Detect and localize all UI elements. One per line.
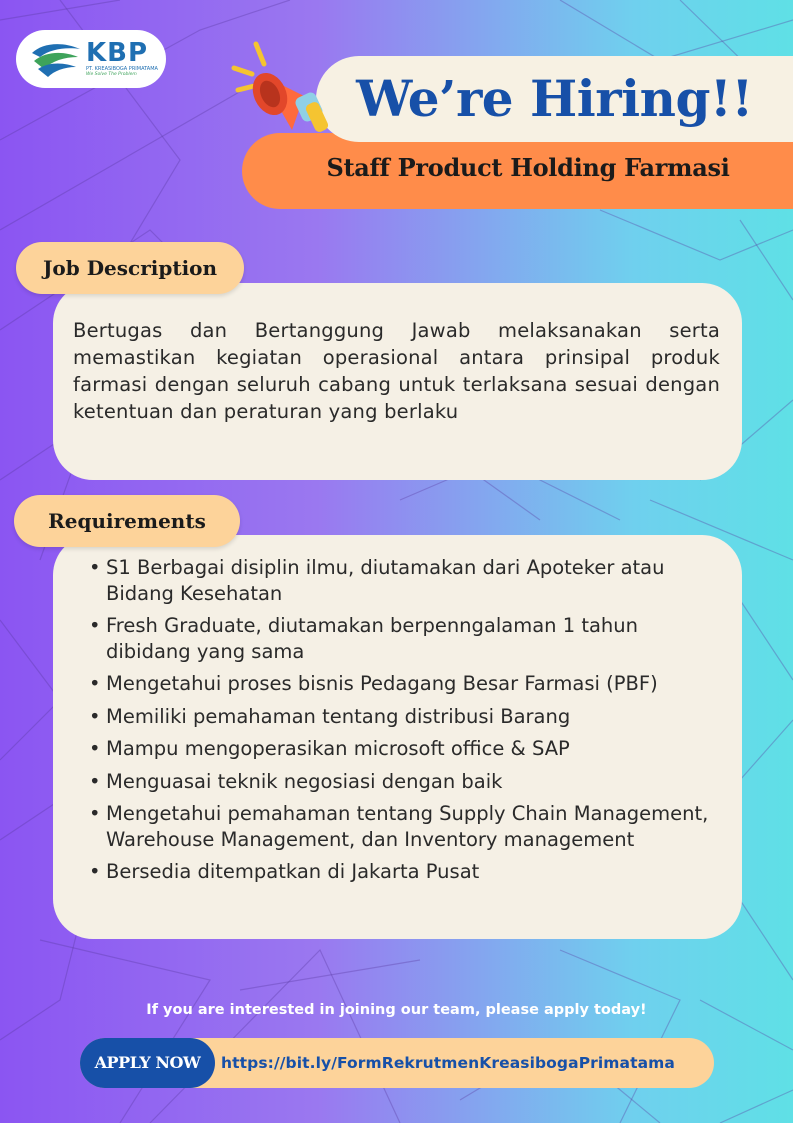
requirement-item: • Bersedia ditempatkan di Jakarta Pusat [89,859,712,885]
requirements-card [53,535,742,939]
apply-now-button[interactable]: APPLY NOW [80,1038,215,1088]
logo-name: KBP [86,38,149,68]
requirement-item: • Memiliki pemahaman tentang distribusi Barang [89,704,712,730]
requirement-item: • S1 Berbagai disiplin ilmu, diutamakan dari Apoteker atau Bidang Kesehatan [89,555,712,606]
requirement-item: • Mengetahui pemahaman tentang Supply Chain Management, Warehouse Management, dan Inventory management [89,801,712,852]
requirements-list [89,555,712,885]
kbp-logo-icon [28,39,84,79]
requirements-heading: Requirements [14,495,240,547]
megaphone-icon [226,34,346,144]
requirement-item: • Fresh Graduate, diutamakan berpenngalaman 1 tahun dibidang yang sama [89,613,712,664]
company-logo [16,30,166,88]
position-title: Staff Product Holding Farmasi [326,153,730,182]
logo-tagline: We Solve The Problem [86,72,137,77]
job-description-text: Bertugas dan Bertanggung Jawab melaksanakan serta memastikan kegiatan operasional antara prinsipal produk farmasi dengan seluruh cabang untuk terlaksana sesuai dengan ketentuan dan peraturan yang berlaku [73,319,720,423]
hiring-title: We’re Hiring!! [356,69,753,128]
job-description-card [53,283,742,480]
requirement-item: • Mengetahui proses bisnis Pedagang Besar Farmasi (PBF) [89,671,712,697]
apply-invitation: If you are interested in joining our team, please apply today! [146,1002,647,1018]
apply-link[interactable]: https://bit.ly/FormRekrutmenKreasibogaPrimatama [221,1054,675,1072]
logo-subtitle: PT. KREASIBOGA PRIMATAMA [86,66,158,72]
requirement-item: • Menguasai teknik negosiasi dengan baik [89,769,712,795]
job-description-heading: Job Description [16,242,244,294]
requirement-item: • Mampu mengoperasikan microsoft office & SAP [89,736,712,762]
